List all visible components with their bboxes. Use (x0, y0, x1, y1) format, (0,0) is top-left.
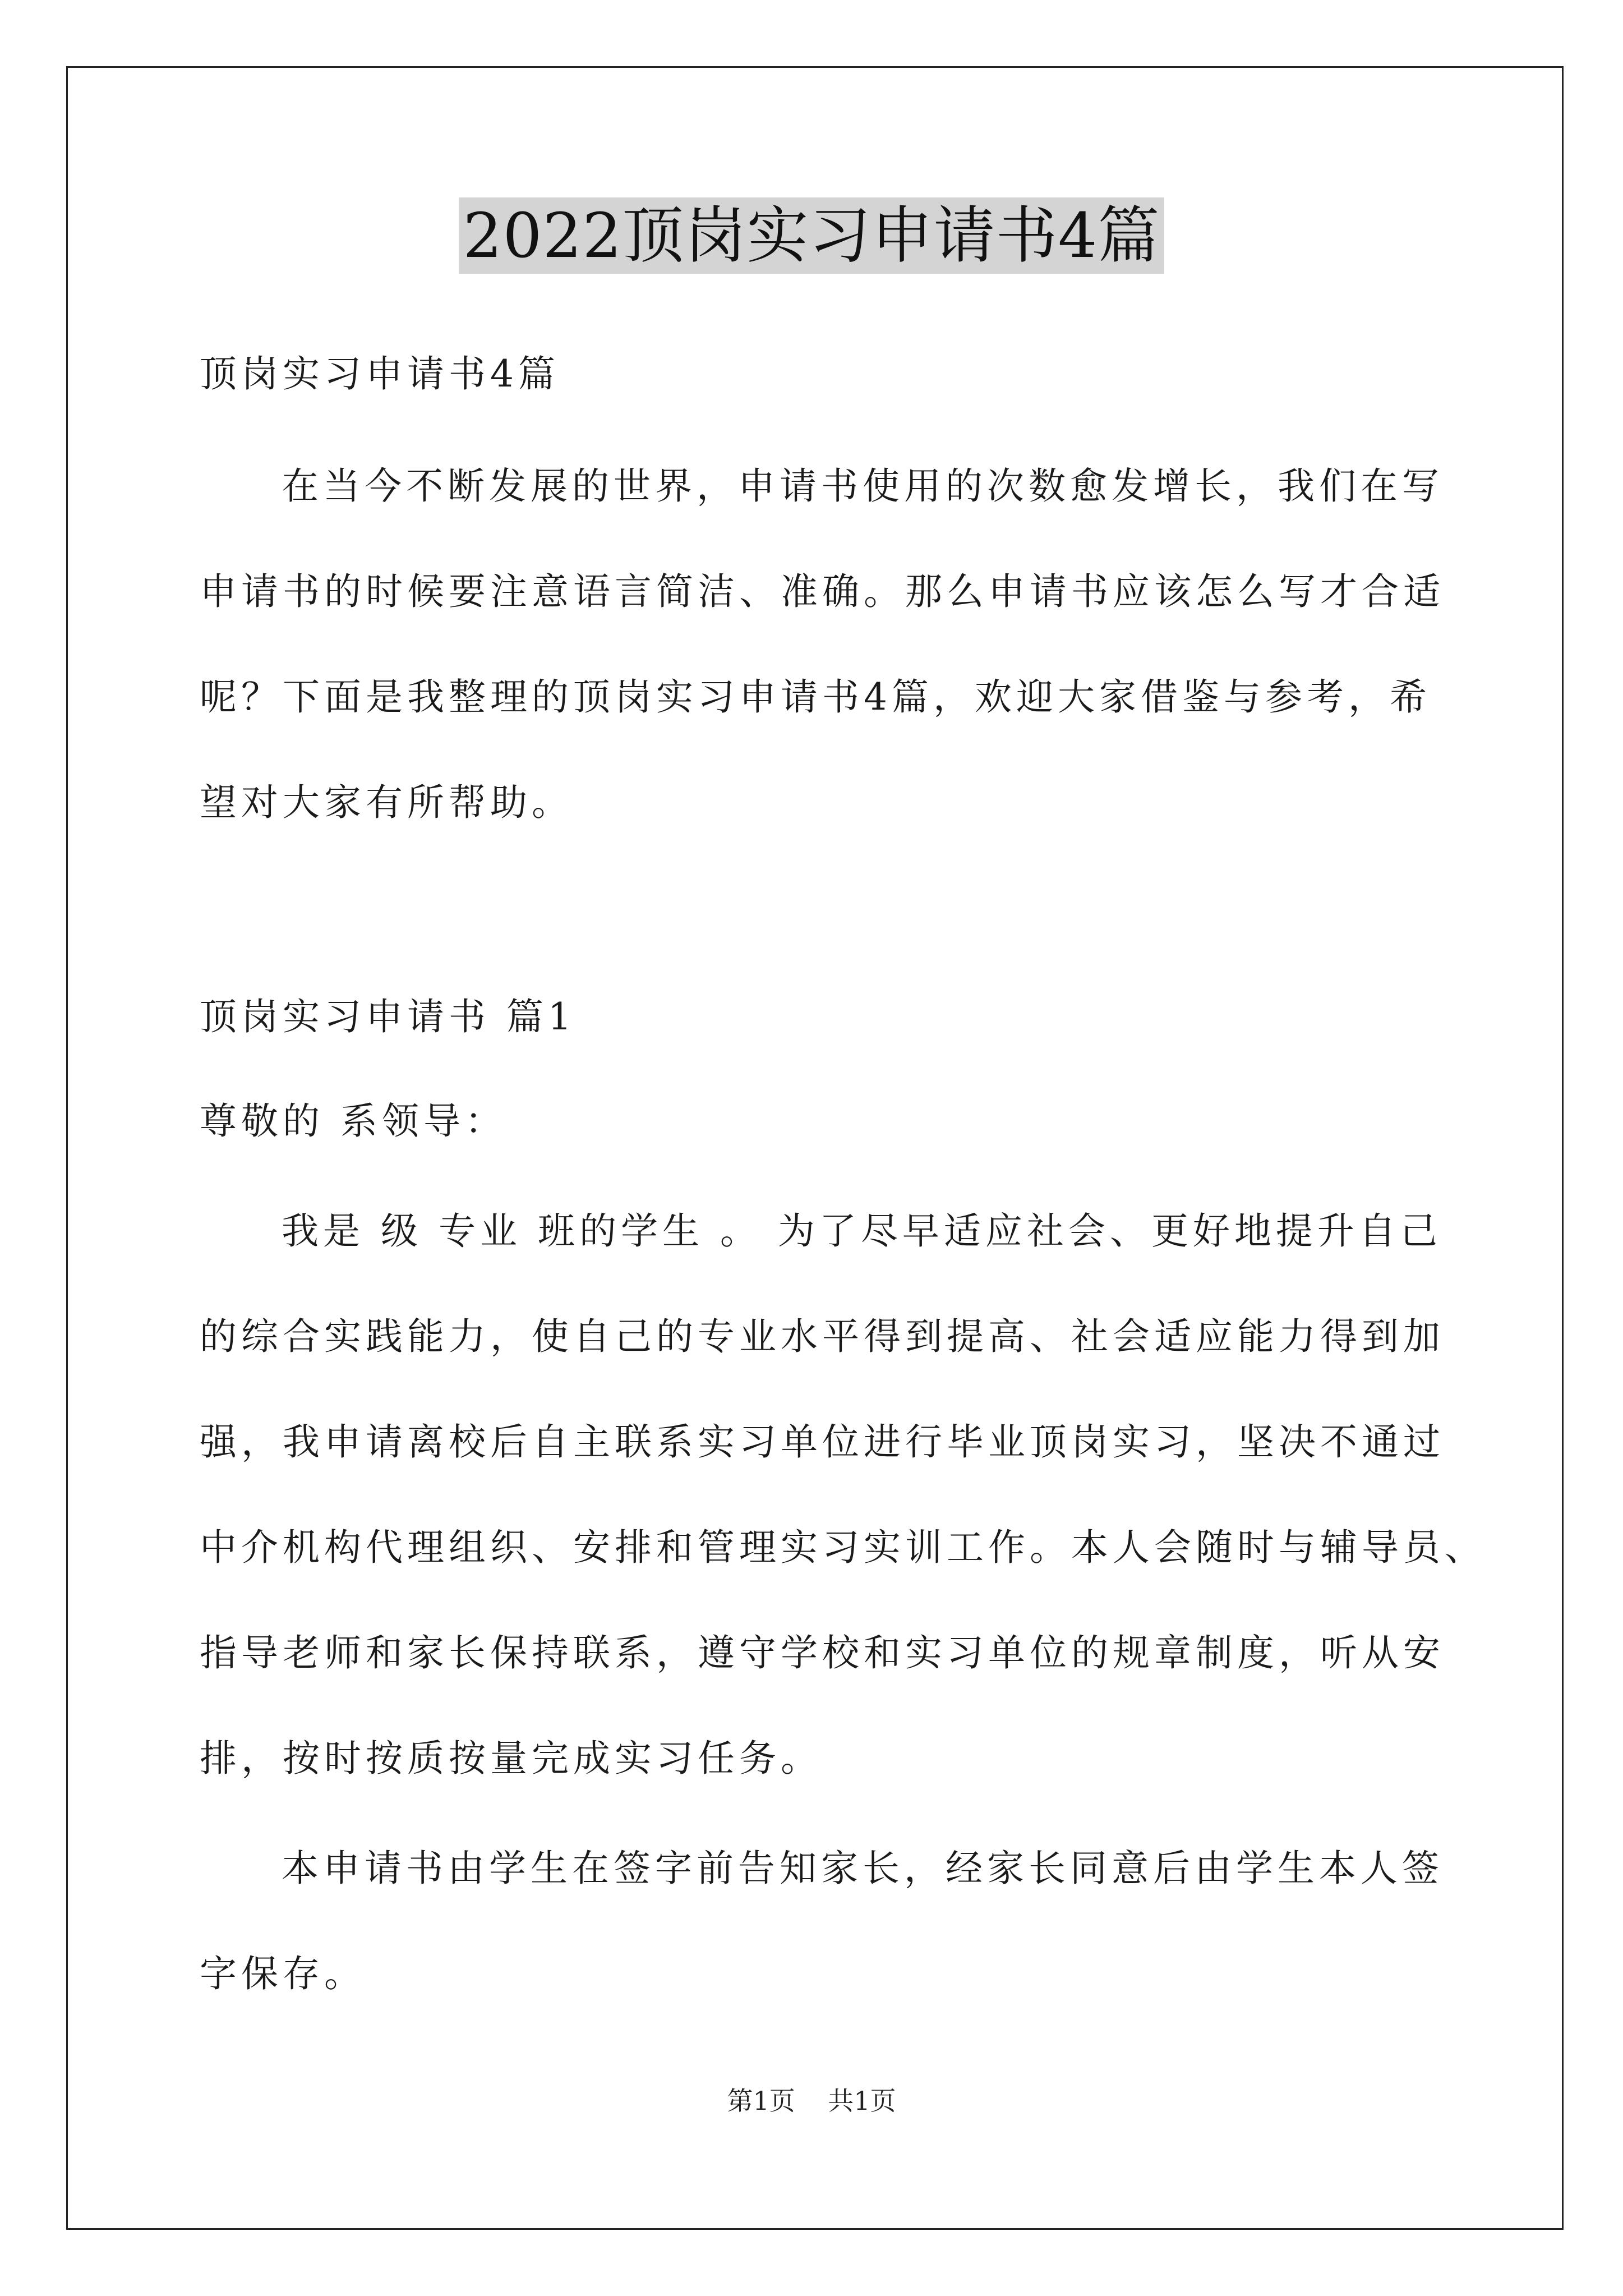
body-paragraph-line-2: 的综合实践能力，使自己的专业水平得到提高、社会适应能力得到加 (200, 1315, 1445, 1358)
closing-paragraph-line-2: 字保存。 (200, 1952, 366, 1995)
document-title: 2022顶岗实习申请书4篇 (459, 197, 1165, 274)
body-paragraph-line-5: 指导老师和家长保持联系，遵守学校和实习单位的规章制度，听从安 (200, 1631, 1445, 1674)
title-wrapper (0, 197, 1623, 274)
subtitle-line: 顶岗实习申请书4篇 (200, 352, 560, 395)
body-paragraph-line-3: 强，我申请离校后自主联系实习单位进行毕业顶岗实习，坚决不通过 (200, 1420, 1445, 1464)
page-footer: 第1页 共1页 (727, 2086, 896, 2116)
body-paragraph-line-6: 排，按时按质按量完成实习任务。 (200, 1737, 822, 1780)
intro-paragraph-line-2: 申请书的时候要注意语言简洁、准确。那么申请书应该怎么写才合适 (200, 570, 1445, 613)
intro-paragraph-line-3: 呢？下面是我整理的顶岗实习申请书4篇，欢迎大家借鉴与参考，希 (200, 675, 1431, 719)
body-paragraph-line-4: 中介机构代理组织、安排和管理实习实训工作。本人会随时与辅导员、 (200, 1526, 1486, 1569)
section-heading-1: 顶岗实习申请书 篇1 (200, 995, 576, 1038)
salutation-line: 尊敬的 系领导： (200, 1099, 506, 1143)
closing-paragraph-line-1: 本申请书由学生在签字前告知家长，经家长同意后由学生本人签 (282, 1847, 1444, 1890)
intro-paragraph-line-1: 在当今不断发展的世界，申请书使用的次数愈发增长，我们在写 (282, 464, 1444, 508)
body-paragraph-line-1: 我是 级 专业 班的学生 。 为了尽早适应社会、更好地提升自己 (282, 1209, 1442, 1253)
intro-paragraph-line-4: 望对大家有所帮助。 (200, 781, 573, 824)
